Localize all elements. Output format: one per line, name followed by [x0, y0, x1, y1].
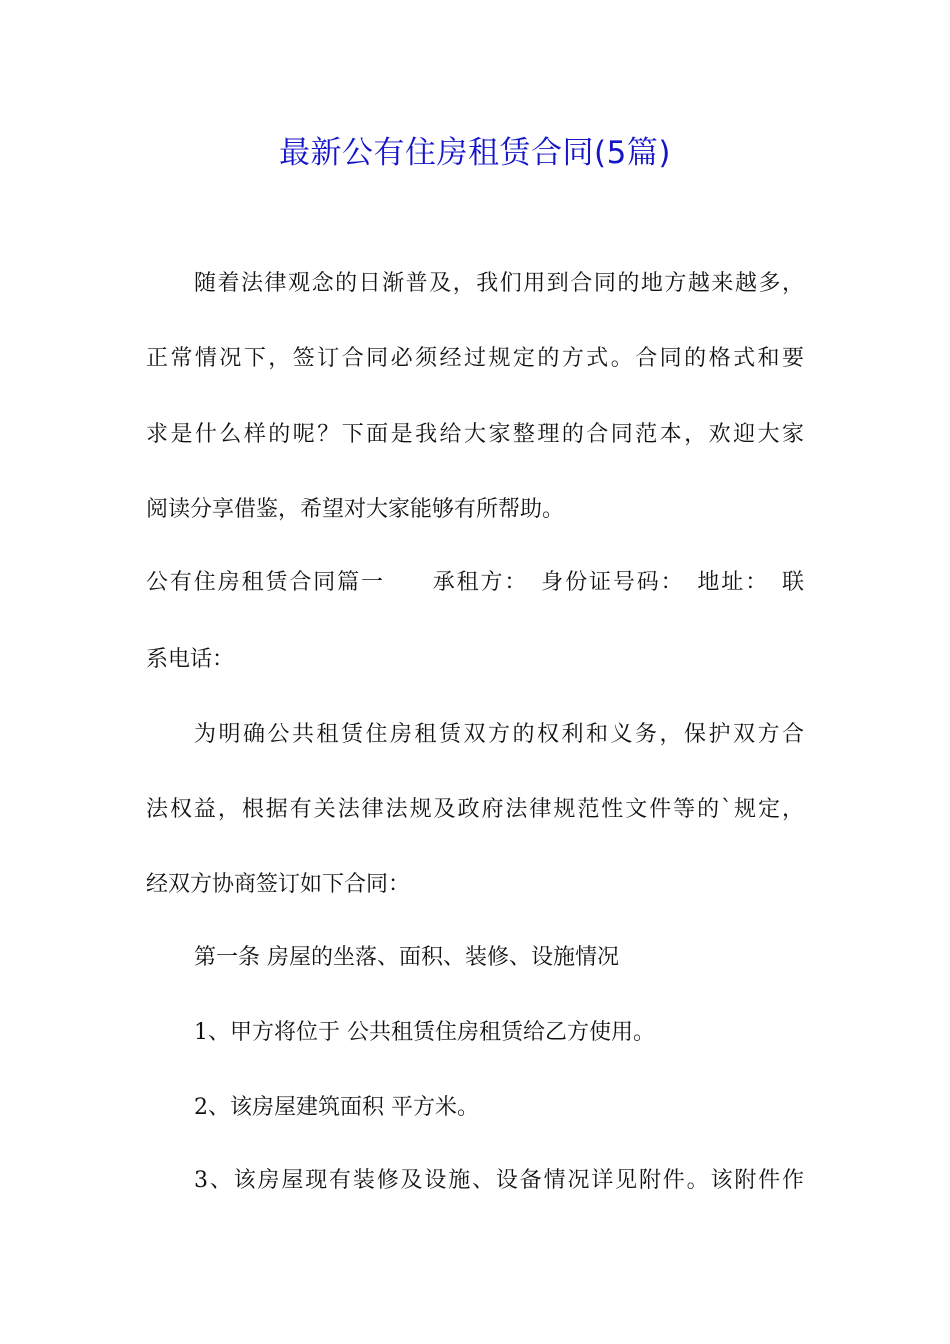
paragraph-line: 法权益，根据有关法律法规及政府法律规范性文件等的`规定，	[146, 797, 804, 822]
paragraph-line: 系电话：	[146, 647, 235, 672]
section-heading-line: 公有住房租赁合同篇一 承租方： 身份证号码： 地址： 联	[146, 570, 804, 595]
paragraph-line: 为明确公共租赁住房租赁双方的权利和义务，保护双方合	[194, 722, 804, 747]
paragraph-line: 阅读分享借鉴，希望对大家能够有所帮助。	[146, 497, 565, 522]
paragraph-line: 随着法律观念的日渐普及，我们用到合同的地方越来越多，	[194, 271, 804, 296]
clause-line: 1、甲方将位于 公共租赁住房租赁给乙方使用。	[194, 1020, 655, 1045]
clause-line: 2、该房屋建筑面积 平方米。	[194, 1095, 479, 1120]
paragraph-line: 经双方协商签订如下合同：	[146, 872, 411, 897]
article-heading: 第一条 房屋的坐落、面积、装修、设施情况	[194, 945, 619, 970]
document-title: 最新公有住房租赁合同(5篇)	[279, 135, 671, 171]
paragraph-line: 求是什么样的呢？下面是我给大家整理的合同范本，欢迎大家	[146, 422, 804, 447]
clause-line: 3、该房屋现有装修及设施、设备情况详见附件。该附件作	[194, 1168, 804, 1193]
paragraph-line: 正常情况下，签订合同必须经过规定的方式。合同的格式和要	[146, 346, 804, 371]
